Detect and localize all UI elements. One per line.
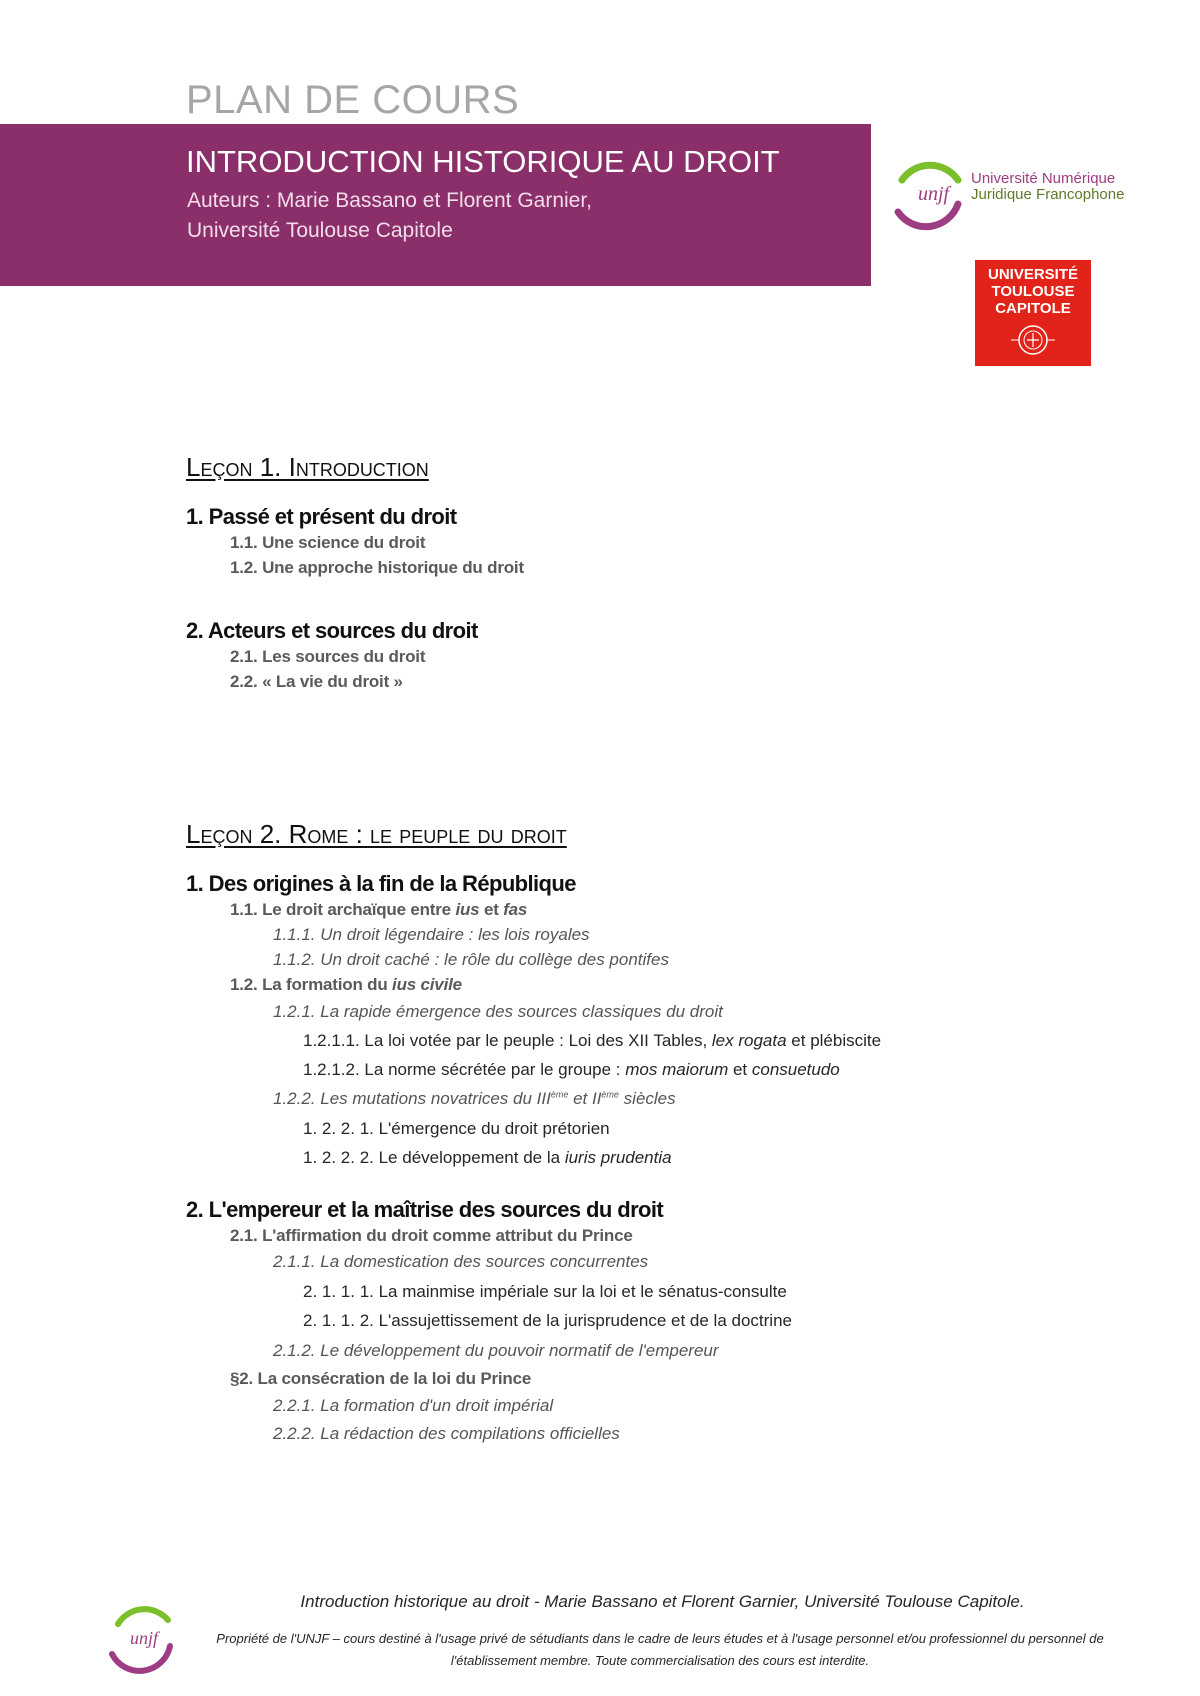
text-part: 1.2. La formation du	[230, 975, 393, 994]
lesson-2-item-1-2-1-1	[303, 1031, 881, 1051]
lesson-2-item-2-2-2: 2.2.2. La rédaction des compilations officielles	[273, 1424, 620, 1443]
lesson-2-subsection-1-1	[230, 900, 527, 920]
lesson-2-subsection-2-1: 2.1. L'affirmation du droit comme attribut du Prince	[230, 1226, 633, 1245]
lesson-1-section-1: 1. Passé et présent du droit	[186, 504, 457, 529]
text-part: et	[728, 1060, 752, 1079]
lesson-1-subsection-1-2: 1.2. Une approche historique du droit	[230, 558, 524, 577]
lesson-2-item-2-1-1: 2.1.1. La domestication des sources concurrentes	[273, 1252, 649, 1271]
lesson-2-item-1-2-2-1: 1. 2. 2. 1. L'émergence du droit prétorien	[303, 1119, 610, 1138]
text-part: et	[479, 900, 504, 919]
lesson-1-section-2: 2. Acteurs et sources du droit	[186, 618, 478, 643]
superscript: ème	[550, 1089, 569, 1100]
authors	[187, 186, 592, 246]
utc-logo-text	[975, 266, 1091, 317]
lesson-1-subsection-2-2: 2.2. « La vie du droit »	[230, 672, 403, 691]
text-part-italic: fas	[503, 900, 528, 919]
lesson-2-item-1-2-2-2	[303, 1148, 672, 1168]
text-part: 1.2.2. Les mutations novatrices du III	[273, 1089, 551, 1108]
lesson-2-section-2: 2. L'empereur et la maîtrise des sources du droit	[186, 1197, 664, 1222]
text-part-italic: consuetudo	[751, 1060, 840, 1079]
text-part: 1.2.1.2. La norme sécrétée par le groupe :	[303, 1060, 626, 1079]
lesson-2-subsection-1-2	[230, 975, 462, 995]
lesson-2-item-2-1-1-1: 2. 1. 1. 1. La mainmise impériale sur la loi et le sénatus-consulte	[303, 1282, 787, 1301]
unjf-line-1: Université Numérique	[971, 170, 1116, 187]
unjf-logo-text	[971, 171, 1124, 203]
authors-line-2: Université Toulouse Capitole	[187, 219, 453, 242]
utc-logo	[975, 260, 1091, 366]
lesson-2-item-1-2-2	[273, 1089, 676, 1109]
utc-seal-icon	[1011, 320, 1055, 360]
svg-text:unjf: unjf	[130, 1628, 159, 1648]
utc-line-1: UNIVERSITÉ	[987, 266, 1078, 283]
text-part: 1.2.1.1. La loi votée par le peuple : Loi des XII Tables,	[303, 1031, 712, 1050]
footer-copyright-notice: Propriété de l'UNJF – cours destiné à l'usage privé de sétudiants dans le cadre de leurs études et à l'usage personnel et/ou professionnel du personnel de l'établissement membre. Toute commercialisation des cours est interdite.	[216, 1631, 1104, 1668]
text-part-italic: iuris prudentia	[564, 1148, 672, 1167]
text-part-italic: mos maiorum	[625, 1060, 729, 1079]
text-part: siècles	[618, 1089, 676, 1108]
text-part: 1.1. Le droit archaïque entre	[230, 900, 456, 919]
lesson-2-item-2-1-1-2: 2. 1. 1. 2. L'assujettissement de la jurisprudence et de la doctrine	[303, 1311, 792, 1330]
text-part-italic: ius civile	[392, 975, 462, 994]
unjf-logo	[888, 150, 1138, 234]
utc-line-2: TOULOUSE	[991, 283, 1075, 300]
lesson-2-item-1-2-1: 1.2.1. La rapide émergence des sources classiques du droit	[273, 1002, 723, 1021]
lesson-2-item-1-1-2: 1.1.2. Un droit caché : le rôle du collège des pontifes	[273, 950, 669, 969]
authors-line-1: Auteurs : Marie Bassano et Florent Garnier,	[187, 189, 593, 212]
svg-text:unjf: unjf	[918, 183, 950, 205]
unjf-logo-icon	[888, 150, 966, 234]
lesson-1-subsection-1-1: 1.1. Une science du droit	[230, 533, 426, 552]
lesson-1-subsection-2-1: 2.1. Les sources du droit	[230, 647, 426, 666]
footer-citation: Introduction historique au droit - Marie Bassano et Florent Garnier, Université Toulouse Capitole.	[300, 1592, 1025, 1611]
document-label: PLAN DE COURS	[186, 78, 520, 122]
lesson-2-item-2-2-1: 2.2.1. La formation d'un droit impérial	[273, 1396, 554, 1415]
lesson-2-section-1: 1. Des origines à la fin de la République	[186, 871, 576, 896]
utc-line-3: CAPITOLE	[995, 300, 1071, 317]
lesson-1-title: Leçon 1. Introduction	[186, 452, 429, 482]
text-part: 1. 2. 2. 2. Le développement de la	[303, 1148, 565, 1167]
course-title: INTRODUCTION HISTORIQUE AU DROIT	[186, 144, 780, 179]
superscript: ème	[601, 1089, 619, 1100]
lesson-2-title: Leçon 2. Rome : le peuple du droit	[186, 819, 567, 849]
lesson-2-item-2-1-2: 2.1.2. Le développement du pouvoir normatif de l'empereur	[273, 1341, 719, 1360]
text-part-italic: lex rogata	[711, 1031, 787, 1050]
lesson-2-subsection-2-2: §2. La consécration de la loi du Prince	[230, 1369, 532, 1388]
text-part-italic: ius	[455, 900, 480, 919]
lesson-2-item-1-2-1-2	[303, 1060, 840, 1080]
text-part: et II	[568, 1089, 602, 1108]
unjf-line-2: Juridique Francophone	[971, 186, 1125, 203]
title-banner	[0, 124, 871, 286]
lesson-2-item-1-1-1: 1.1.1. Un droit légendaire : les lois royales	[273, 925, 590, 944]
text-part: et plébiscite	[786, 1031, 882, 1050]
